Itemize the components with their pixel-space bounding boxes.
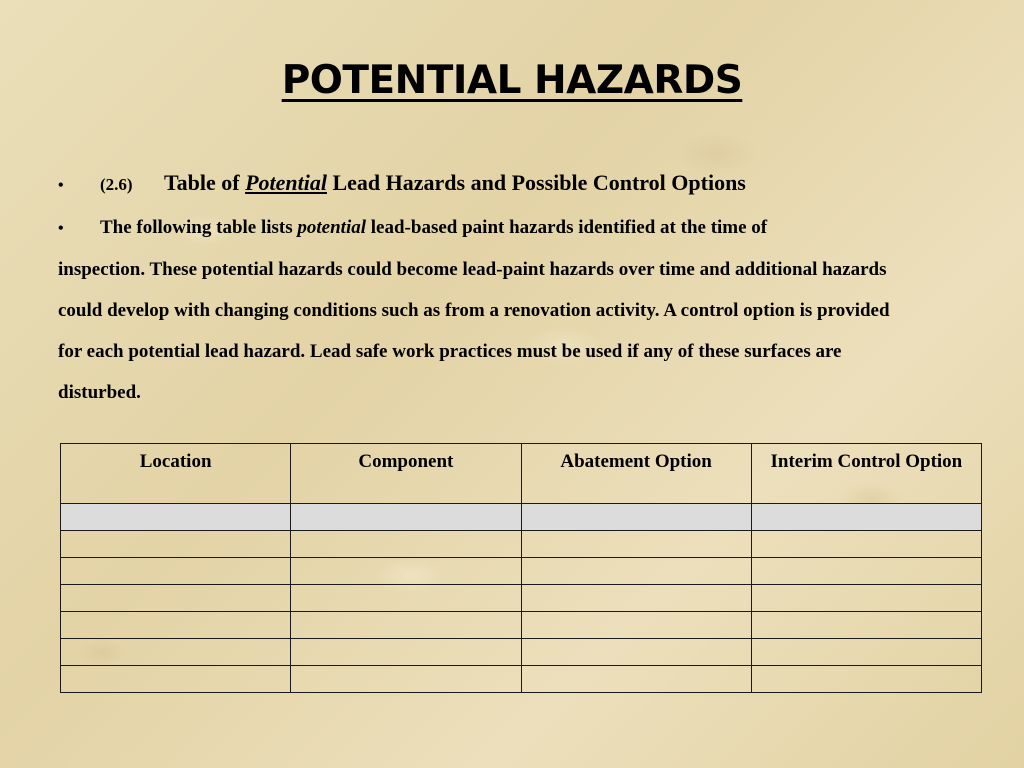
description-text-before: The following table lists — [100, 217, 298, 238]
table-cell[interactable] — [61, 558, 291, 585]
table-cell[interactable] — [61, 531, 291, 558]
bullet-description — [58, 214, 908, 413]
table-cell[interactable] — [751, 666, 981, 693]
table-row — [61, 639, 982, 666]
description-text-italic: potential — [297, 217, 367, 238]
table-cell[interactable] — [751, 585, 981, 612]
description-text-after: lead-based paint hazards identified at the time of — [366, 217, 768, 238]
table-cell[interactable] — [291, 612, 521, 639]
table-row — [61, 504, 982, 531]
table-cell[interactable] — [521, 504, 751, 531]
table-row — [61, 612, 982, 639]
table-cell[interactable] — [61, 666, 291, 693]
table-row — [61, 585, 982, 612]
description-continuation: inspection. These potential hazards could become lead-paint hazards over time and additional hazards could develop with changing conditions such as from a renovation activity. A control option is provided for each potential lead hazard. Lead safe work practices must be used if any of these surfaces are disturbed. — [58, 259, 890, 403]
bullet-icon: • — [58, 220, 64, 237]
header-location: Location — [61, 444, 291, 504]
slide-title — [0, 58, 1024, 103]
header-abatement-option: Abatement Option — [521, 444, 751, 504]
bullet-table-reference — [58, 170, 958, 196]
table-cell[interactable] — [521, 639, 751, 666]
table-cell[interactable] — [521, 558, 751, 585]
section-number: (2.6) — [100, 175, 133, 194]
table-cell[interactable] — [291, 639, 521, 666]
table-cell[interactable] — [291, 558, 521, 585]
table-cell[interactable] — [291, 531, 521, 558]
table-cell[interactable] — [521, 666, 751, 693]
table-cell[interactable] — [751, 558, 981, 585]
table-cell[interactable] — [521, 585, 751, 612]
table-cell[interactable] — [61, 639, 291, 666]
bullet-text-italic: Potential — [245, 170, 327, 195]
table-cell[interactable] — [751, 531, 981, 558]
table-row — [61, 666, 982, 693]
bullet-icon: • — [58, 177, 64, 194]
table-cell[interactable] — [751, 612, 981, 639]
table-cell[interactable] — [751, 504, 981, 531]
table-cell[interactable] — [61, 504, 291, 531]
table-cell[interactable] — [751, 639, 981, 666]
table-cell[interactable] — [61, 585, 291, 612]
table-cell[interactable] — [291, 504, 521, 531]
bullet-text-after: Lead Hazards and Possible Control Options — [326, 170, 746, 195]
table-cell[interactable] — [291, 666, 521, 693]
table-cell[interactable] — [291, 585, 521, 612]
table-cell[interactable] — [521, 612, 751, 639]
table-cell[interactable] — [61, 612, 291, 639]
table-header-row — [61, 444, 982, 504]
hazard-table — [60, 443, 982, 693]
header-interim-control-option: Interim Control Option — [751, 444, 981, 504]
header-component: Component — [291, 444, 521, 504]
table-row — [61, 558, 982, 585]
bullet-text-before: Table of — [164, 170, 246, 195]
slide-title-text: POTENTIAL HAZARDS — [281, 58, 743, 103]
table-cell[interactable] — [521, 531, 751, 558]
table-row — [61, 531, 982, 558]
